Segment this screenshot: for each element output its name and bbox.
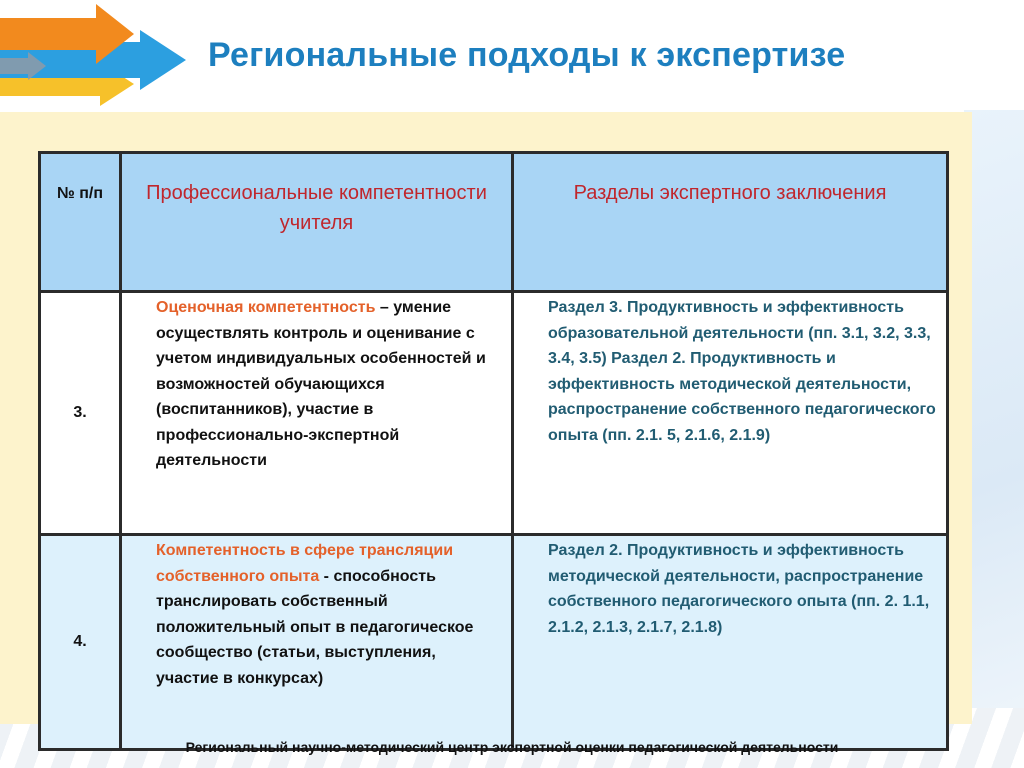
arrows-logo-icon — [0, 0, 200, 110]
competence-table — [38, 151, 949, 751]
competence-cell — [121, 535, 513, 750]
row-number: 3. — [40, 292, 121, 535]
page-title: Региональные подходы к экспертизе — [208, 36, 846, 74]
header-competences: Профессиональные компетентности учителя — [121, 153, 513, 292]
table-row — [40, 535, 948, 750]
competence-description: способность транслировать собственный положительный опыт в педагогическое сообщество (статьи, выступления, участие в конкурсах) — [156, 567, 474, 687]
row-number: 4. — [40, 535, 121, 750]
header-number: № п/п — [40, 153, 121, 292]
competence-title: Оценочная компетентность — [156, 299, 376, 316]
competence-description: умение осуществлять контроль и оценивание с учетом индивидуальных особенностей и возможностей обучающихся (воспитанников), участие в профессионально-экспертной деятельности — [156, 299, 486, 469]
sections-cell: Раздел 2. Продуктивность и эффективность методической деятельности, распространение собственного педагогического опыта (пп. 2. 1.1, 2.1.2, 2.1.3, 2.1.7, 2.1.8) — [513, 535, 948, 750]
footer-text: Региональный научно-методический центр экспертной оценки педагогической деятельности — [185, 739, 839, 755]
sections-cell: Раздел 3. Продуктивность и эффективность образовательной деятельности (пп. 3.1, 3.2, 3.3, 3.4, 3.5) Раздел 2. Продуктивность и эффективность методической деятельности, распространение собственного педагогического опыта (пп. 2.1. 5, 2.1.6, 2.1.9) — [513, 292, 948, 535]
table-row — [40, 292, 948, 535]
competence-separator: - — [319, 567, 329, 585]
competence-title: Компетентность в сфере трансляции собственного опыта — [156, 542, 454, 585]
background-decoration-right — [964, 110, 1024, 730]
competence-separator: – — [375, 299, 389, 316]
table-header-row — [40, 153, 948, 292]
competence-cell — [121, 292, 513, 535]
header-sections: Разделы экспертного заключения — [513, 153, 948, 292]
